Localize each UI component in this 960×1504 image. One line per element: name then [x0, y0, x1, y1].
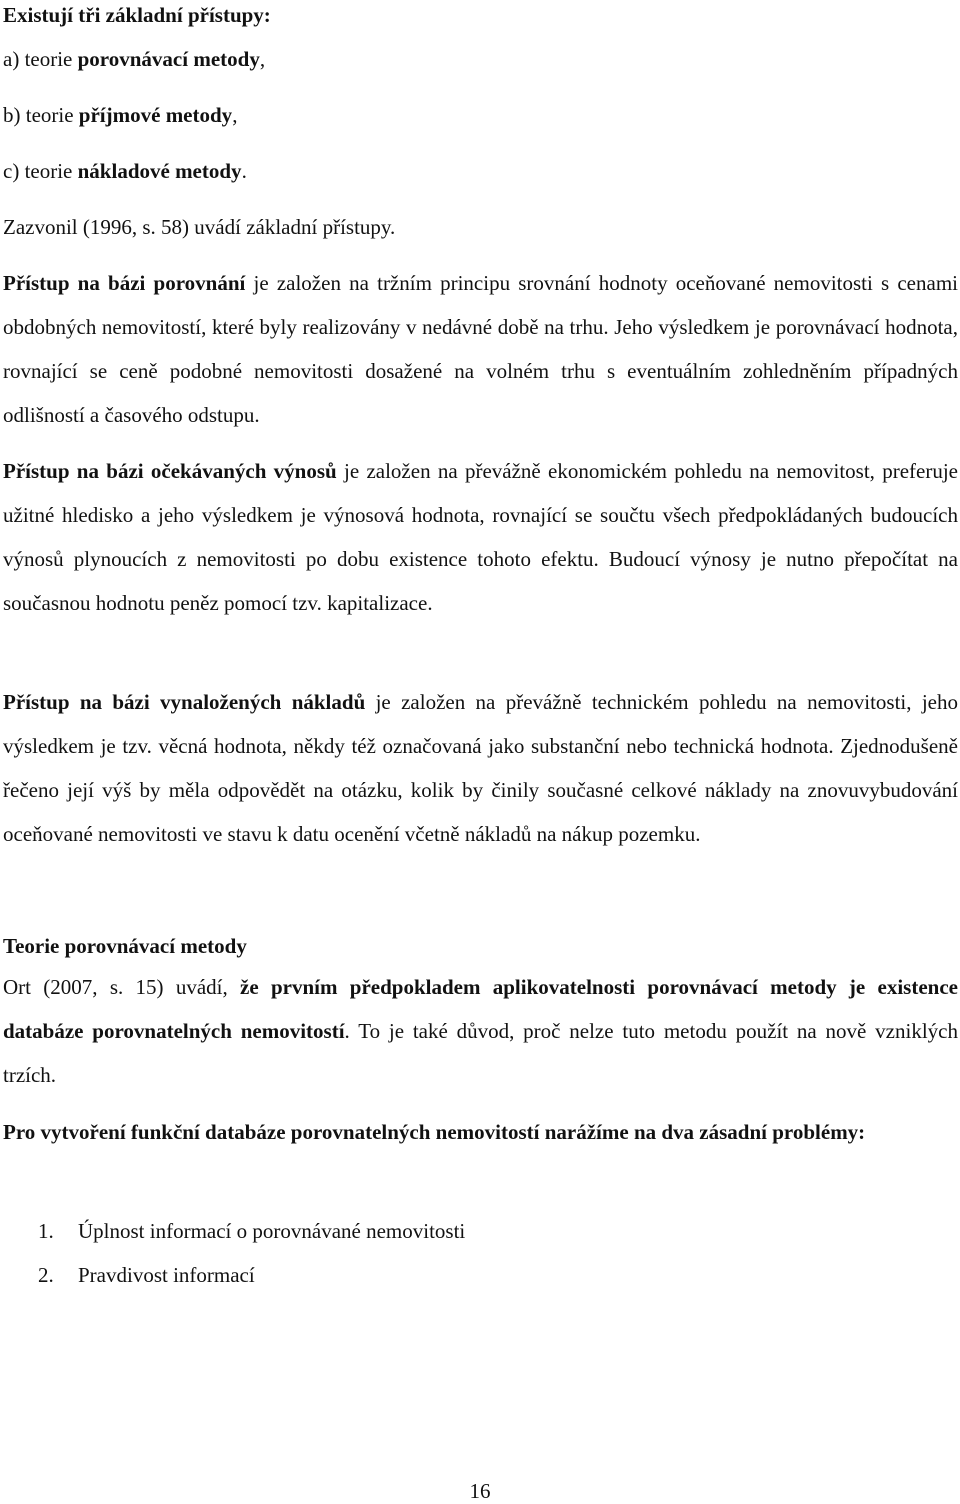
paragraph-comparison: Přístup na bázi porovnání je založen na tržním principu srovnání hodnoty oceňované nemovitosti s cenami obdobných nemovitostí, které byly realizovány v nedávné době na trhu. Jeho výsledkem je porovnávací hodnota, rovnající se ceně podobné nemovitosti dosažené na volném trhu s eventuálním zohledněním případných odlišností a časového odstupu.	[3, 271, 958, 427]
page-number: 16	[469, 1479, 491, 1503]
paragraph-income: Přístup na bázi očekávaných výnosů je založen na převážně ekonomickém pohledu na nemovitost, preferuje užitné hledisko a jeho výsledkem je výnosová hodnota, rovnající se součtu všech předpokládaných budoucích výnosů plynoucích z nemovitosti po dobu existence tohoto efektu. Budoucí výnosy je nutno přepočítat na současnou hodnotu peněz pomocí tzv. kapitalizace.	[3, 459, 958, 615]
section-title: Teorie porovnávací metody	[3, 934, 247, 958]
list-item: 2. Pravdivost informací	[38, 1263, 255, 1287]
approach-item: a) teorie porovnávací metody,	[3, 47, 266, 71]
list-item: 1. Úplnost informací o porovnávané nemovitosti	[38, 1219, 466, 1243]
approach-item: c) teorie nákladové metody.	[3, 159, 247, 183]
problems-heading: Pro vytvoření funkční databáze porovnatelných nemovitostí narážíme na dva zásadní problémy:	[3, 1120, 866, 1144]
approaches-heading: Existují tři základní přístupy:	[3, 3, 271, 27]
paragraph-ort: Ort (2007, s. 15) uvádí, že prvním předpokladem aplikovatelnosti porovnávací metody je existence databáze porovnatelných nemovitostí. To je také důvod, proč nelze tuto metodu použít na nově vzniklých trzích.	[3, 975, 958, 1087]
paragraph-cost: Přístup na bázi vynaložených nákladů je založen na převážně technickém pohledu na nemovitosti, jeho výsledkem je tzv. věcná hodnota, někdy též označovaná jako substanční nebo technická hodnota. Zjednodušeně řečeno její výš by měla odpovědět na otázku, kolik by činily současné celkové náklady na znovuvybudování oceňované nemovitosti ve stavu k datu ocenění včetně nákladů na nákup pozemku.	[3, 690, 958, 846]
approach-item: b) teorie příjmové metody,	[3, 103, 238, 127]
citation-zazvonil: Zazvonil (1996, s. 58) uvádí základní přístupy.	[3, 215, 396, 239]
